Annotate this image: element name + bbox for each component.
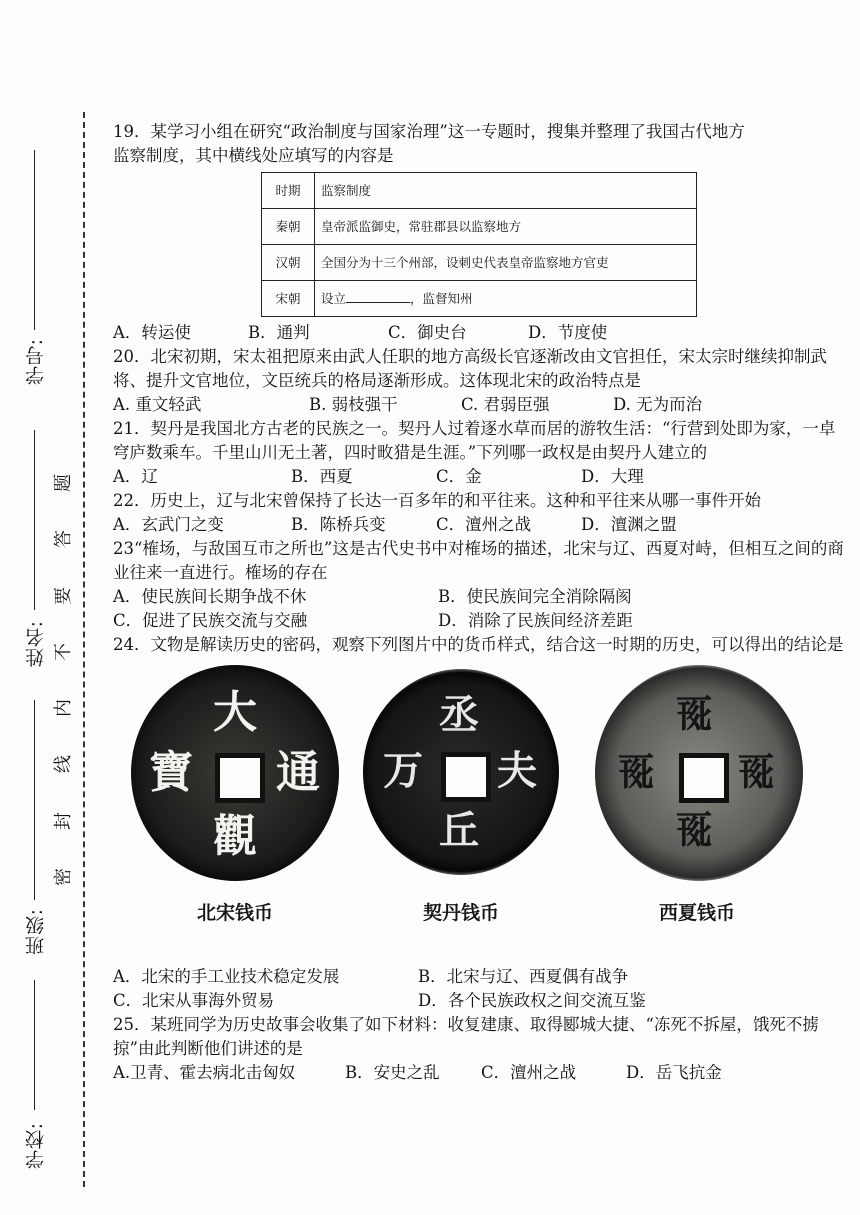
question-21-options	[113, 465, 848, 489]
row-period: 汉朝	[262, 245, 315, 281]
option-b[interactable]: B. 弱枝强干	[309, 395, 398, 414]
option-d[interactable]: D．消除了民族间经济差距	[438, 611, 633, 630]
coin-glyph: 丞	[439, 691, 479, 738]
class-field-line	[34, 700, 35, 900]
square-hole	[215, 753, 265, 803]
seal-word: 密	[53, 867, 74, 886]
option-d[interactable]: D．各个民族政权之间交流互鉴	[418, 991, 646, 1010]
row-system: 全国分为十三个州部，设刺史代表皇帝监察地方官吏	[315, 245, 697, 281]
question-24-options-row2	[113, 989, 848, 1013]
question-23	[113, 537, 848, 633]
number-field-line	[34, 150, 35, 330]
seal-word: 内	[53, 699, 74, 718]
question-23-stem: 23“榷场，与敌国互市之所也”这是古代史书中对榷场的描述，北宋与辽、西夏对峙，但相互之间的商业往来一直进行。榷场的存在	[113, 539, 844, 582]
coin-glyph: 大	[213, 687, 257, 738]
seal-word: 题	[53, 474, 74, 492]
table-header-row	[262, 173, 697, 209]
number-label: 学号:	[25, 338, 47, 386]
table-row	[262, 245, 697, 281]
option-c[interactable]: C．金	[436, 467, 482, 486]
option-b[interactable]: B．使民族间完全消除隔阂	[438, 587, 632, 606]
option-a[interactable]: A．转运使	[113, 323, 191, 342]
western-xia-coin	[595, 665, 803, 881]
row-period: 秦朝	[262, 209, 315, 245]
option-a[interactable]: A. 重文轻武	[113, 395, 202, 414]
question-24-options-row1	[113, 965, 848, 989]
option-a[interactable]: A．北宋的手工业技术稳定发展	[113, 967, 340, 986]
question-sheet	[113, 120, 848, 1085]
option-b[interactable]: B．西夏	[291, 467, 353, 486]
coin-caption-northern-song: 北宋钱币	[196, 902, 273, 924]
question-20-options	[113, 393, 848, 417]
option-b[interactable]: B．北宋与辽、西夏偶有战争	[418, 967, 629, 986]
school-field-line	[34, 980, 35, 1110]
seal-word: 封	[53, 811, 74, 830]
class-label: 班级:	[25, 908, 47, 956]
binding-margin	[0, 0, 86, 1215]
option-d[interactable]: D．大理	[581, 467, 644, 486]
name-label: 姓名:	[25, 620, 47, 668]
square-hole	[679, 753, 729, 803]
coin-images	[113, 665, 848, 965]
option-c[interactable]: C．澶州之战	[481, 1063, 577, 1082]
coin-glyph: 𗀔	[675, 691, 714, 736]
square-hole	[441, 752, 491, 802]
coin-caption-western-xia: 西夏钱币	[658, 902, 735, 924]
row-system	[315, 281, 697, 317]
option-c[interactable]: C．澶州之战	[436, 515, 532, 534]
question-22	[113, 489, 848, 537]
northern-song-coin	[131, 665, 339, 881]
question-19-stem-cont: 监察制度，其中横线处应填写的内容是	[113, 146, 394, 165]
fold-dashed-line	[83, 112, 85, 1187]
option-c[interactable]: C. 君弱臣强	[461, 395, 550, 414]
coin-glyph: 通	[276, 747, 320, 798]
question-19-options	[113, 321, 848, 345]
seal-word: 线	[53, 755, 74, 774]
song-before: 设立	[321, 290, 347, 306]
school-label: 学校:	[25, 1122, 47, 1170]
coin-glyph: 寶	[149, 747, 193, 798]
row-period: 宋朝	[262, 281, 315, 317]
coin-glyph: 丘	[439, 807, 479, 854]
supervision-table	[261, 172, 697, 317]
option-b[interactable]: B．安史之乱	[345, 1063, 440, 1082]
question-19-stem: 19．某学习小组在研究“政治制度与国家治理”这一专题时，搜集并整理了我国古代地方	[113, 122, 745, 141]
table-row	[262, 281, 697, 317]
question-23-options-row1	[113, 585, 848, 609]
coin-glyph: 𗀔	[737, 749, 776, 794]
answer-blank	[346, 302, 410, 303]
question-21	[113, 417, 848, 489]
option-c[interactable]: C．促进了民族交流与交融	[113, 611, 308, 630]
option-d[interactable]: D．澶渊之盟	[581, 515, 677, 534]
question-25	[113, 1013, 848, 1085]
seal-word: 不	[53, 642, 74, 661]
option-d[interactable]: D. 无为而治	[613, 395, 703, 414]
question-24-stem: 24．文物是解读历史的密码，观察下列图片中的货币样式，结合这一时期的历史，可以得出的结论是	[113, 635, 844, 654]
option-b[interactable]: B．陈桥兵变	[291, 515, 386, 534]
question-25-options	[113, 1061, 848, 1085]
coin-glyph: 夫	[497, 747, 537, 794]
option-a[interactable]: A．使民族间长期争战不休	[113, 587, 307, 606]
question-24	[113, 633, 848, 1013]
row-system: 皇帝派监御史，常驻郡县以监察地方	[315, 209, 697, 245]
seal-word: 答	[53, 530, 74, 549]
table-row	[262, 209, 697, 245]
coin-glyph: 𗀔	[675, 807, 714, 852]
seal-notice	[50, 470, 74, 890]
header-system: 监察制度	[315, 173, 697, 209]
name-field-line	[34, 430, 35, 610]
coin-glyph: 万	[383, 747, 423, 794]
question-21-stem: 21．契丹是我国北方古老的民族之一。契丹人过着逐水草而居的游牧生活：“行营到处即为家，一卓穹庐数乘车。千里山川无土著，四时畋猎是生涯。”下列哪一政权是由契丹人建立的	[113, 419, 836, 462]
question-22-options	[113, 513, 848, 537]
option-d[interactable]: D．节度使	[528, 323, 608, 342]
question-23-options-row2	[113, 609, 848, 633]
seal-word: 要	[53, 586, 74, 605]
coin-caption-khitan: 契丹钱币	[422, 902, 499, 924]
song-after: ，监督知州	[410, 290, 473, 306]
option-a[interactable]: A．玄武门之变	[113, 515, 224, 534]
question-22-stem: 22．历史上，辽与北宋曾保持了长达一百多年的和平往来。这种和平往来从哪一事件开始	[113, 491, 761, 510]
header-period: 时期	[262, 173, 315, 209]
option-a[interactable]: A．辽	[113, 467, 158, 486]
question-25-stem: 25．某班同学为历史故事会收集了如下材料：收复建康、取得郾城大捷、“冻死不拆屋，饿死不掳掠”由此判断他们讲述的是	[113, 1015, 819, 1058]
coin-glyph: 𗀔	[617, 749, 656, 794]
option-b[interactable]: B．通判	[248, 323, 310, 342]
question-20-stem: 20．北宋初期，宋太祖把原来由武人任职的地方高级长官逐渐改由文官担任，宋太宗时继续抑制武将、提升文官地位，文臣统兵的格局逐渐形成。这体现北宋的政治特点是	[113, 347, 827, 390]
question-20	[113, 345, 848, 417]
option-c[interactable]: C．御史台	[388, 323, 467, 342]
khitan-coin	[363, 669, 559, 875]
question-19	[113, 120, 848, 345]
coin-glyph: 觀	[213, 811, 257, 862]
option-c[interactable]: C．北宋从事海外贸易	[113, 991, 275, 1010]
option-d[interactable]: D．岳飞抗金	[626, 1063, 722, 1082]
option-a[interactable]: A.卫青、霍去病北击匈奴	[113, 1063, 296, 1082]
